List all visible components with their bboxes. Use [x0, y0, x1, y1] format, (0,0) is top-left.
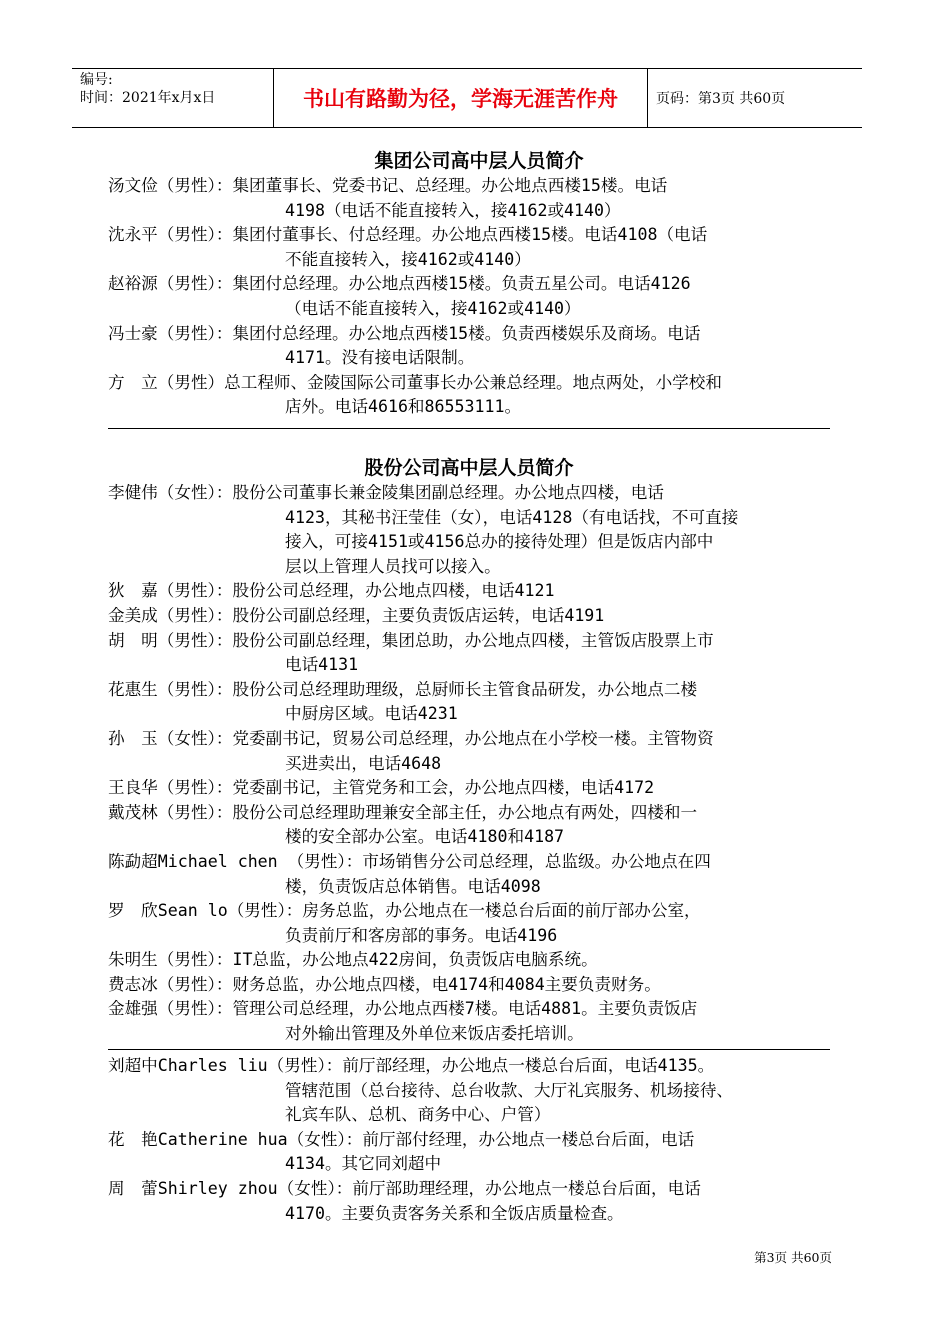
- person-entry-line: 王良华（男性）：党委副书记，主管党务和工会，办公地点四楼，电话4172: [108, 778, 655, 798]
- person-entry-continuation: 对外输出管理及外单位来饭店委托培训。: [285, 1024, 584, 1044]
- person-entry-continuation: 电话4131: [285, 655, 359, 675]
- person-entry-continuation: 层以上管理人员找可以接入。: [285, 556, 501, 576]
- section-divider-2: [108, 1049, 830, 1050]
- person-entry-continuation: 楼，负责饭店总体销售。电话4098: [285, 876, 541, 896]
- person-entry-continuation: 不能直接转入，接4162或4140）: [285, 249, 531, 269]
- person-entry-continuation: 管辖范围（总台接待、总台收款、大厅礼宾服务、机场接待、: [285, 1080, 734, 1100]
- person-entry-line: 陈勐超Michael chen （男性）：市场销售分公司总经理，总监级。办公地点在四: [108, 851, 711, 871]
- person-entry-line: 汤文俭（男性）：集团董事长、党委书记、总经理。办公地点西楼15楼。电话: [108, 176, 668, 195]
- person-entry-line: 金美成（男性）：股份公司副总经理，主要负责饭店运转，电话4191: [108, 605, 605, 625]
- person-entry: [108, 850, 830, 899]
- person-entry-line: 胡 明（男性）：股份公司副总经理，集团总助，办公地点四楼，主管饭店股票上市: [108, 630, 714, 650]
- person-entry: [108, 629, 830, 678]
- person-entry-line: 花惠生（男性）：股份公司总经理助理级，总厨师长主管食品研发，办公地点二楼: [108, 679, 698, 699]
- number-label: 编号:: [80, 72, 113, 88]
- person-entry: [108, 223, 830, 272]
- person-entry: [108, 727, 830, 776]
- person-entry: [108, 899, 830, 948]
- person-entry-line: 周 蕾Shirley zhou（女性）：前厅部助理经理，办公地点一楼总台后面，电话: [108, 1178, 701, 1198]
- person-entry-line: 孙 玉（女性）：党委副书记，贸易公司总经理，办公地点在小学校一楼。主管物资: [108, 728, 714, 748]
- person-entry-continuation: 负责前厅和客房部的事务。电话4196: [285, 925, 558, 945]
- person-entry: [108, 973, 830, 998]
- header-meta: [72, 69, 274, 127]
- person-entry-continuation: 4123，其秘书汪莹佳（女），电话4128（有电话找，不可直接: [285, 507, 739, 527]
- person-entry-continuation: 4198（电话不能直接转入，接4162或4140）: [285, 200, 621, 220]
- person-entry-line: 冯士豪（男性）：集团付总经理。办公地点西楼15楼。负责西楼娱乐及商场。电话: [108, 323, 701, 343]
- person-entry: [108, 1128, 830, 1177]
- person-entry: [108, 678, 830, 727]
- person-entry-continuation: 买进卖出，电话4648: [285, 753, 442, 773]
- person-entry: [108, 371, 830, 420]
- person-entry: [108, 174, 830, 223]
- section-divider: [108, 428, 830, 429]
- person-entry-continuation: 店外。电话4616和86553111。: [285, 397, 522, 417]
- document-body-3: [108, 1054, 830, 1226]
- person-entry-line: 戴茂林（男性）：股份公司总经理助理兼安全部主任，办公地点有两处，四楼和一: [108, 802, 698, 822]
- person-entry-continuation: 接入，可接4151或4156总办的接待处理）但是饭店内部中: [285, 532, 714, 552]
- person-entry-line: 费志冰（男性）：财务总监，办公地点四楼，电4174和4084主要负责财务。: [108, 974, 661, 994]
- person-entry-line: 赵裕源（男性）：集团付总经理。办公地点西楼15楼。负责五星公司。电话4126: [108, 274, 691, 294]
- person-entry-line: 朱明生（男性）：IT总监，办公地点422房间，负责饭店电脑系统。: [108, 950, 598, 970]
- person-entry-line: 狄 嘉（男性）：股份公司总经理，办公地点四楼，电话4121: [108, 581, 555, 601]
- person-entry: [108, 272, 830, 321]
- section2-list: [108, 481, 830, 1047]
- document-body: [108, 148, 830, 420]
- document-body-2: [108, 455, 830, 1047]
- person-entry-continuation: 4171。没有接电话限制。: [285, 348, 475, 368]
- header-page-label: 页码：第3页 共60页: [656, 91, 786, 107]
- person-entry-line: 金雄强（男性）：管理公司总经理，办公地点西楼7楼。电话4881。主要负责饭店: [108, 999, 698, 1019]
- person-entry: [108, 776, 830, 801]
- person-entry: [108, 1054, 830, 1128]
- person-entry: [108, 997, 830, 1046]
- section2-title: 股份公司高中层人员简介: [364, 457, 574, 479]
- section1-title: 集团公司高中层人员简介: [374, 150, 584, 172]
- person-entry-line: 沈永平（男性）：集团付董事长、付总经理。办公地点西楼15楼。电话4108（电话: [108, 225, 708, 245]
- person-entry-continuation: （电话不能直接转入，接4162或4140）: [285, 298, 581, 318]
- person-entry: [108, 948, 830, 973]
- page-footer: 第3页 共60页: [754, 1250, 832, 1265]
- section1-list: [108, 174, 830, 420]
- person-entry: [108, 579, 830, 604]
- person-entry: [108, 322, 830, 371]
- person-entry-line: 李健伟（女性）：股份公司董事长兼金陵集团副总经理。办公地点四楼，电话: [108, 483, 664, 502]
- person-entry-line: 刘超中Charles liu（男性）：前厅部经理，办公地点一楼总台后面，电话4135。: [108, 1056, 715, 1075]
- person-entry: [108, 1177, 830, 1226]
- person-entry-line: 花 艳Catherine hua（女性）：前厅部付经理，办公地点一楼总台后面，电话: [108, 1129, 695, 1149]
- page-header: [72, 68, 862, 128]
- person-entry-continuation: 楼的安全部办公室。电话4180和4187: [285, 827, 565, 847]
- person-entry-continuation: 礼宾车队、总机、商务中心、户管）: [285, 1105, 551, 1125]
- person-entry-line: 方 立（男性）总工程师、金陵国际公司董事长办公兼总经理。地点两处，小学校和: [108, 372, 722, 392]
- person-entry-continuation: 中厨房区域。电话4231: [285, 704, 458, 724]
- header-motto: 书山有路勤为径，学海无涯苦作舟: [274, 69, 648, 127]
- person-entry-line: 罗 欣Sean lo（男性）：房务总监，办公地点在一楼总台后面的前厅部办公室，: [108, 901, 701, 921]
- person-entry-continuation: 4170。主要负责客务关系和全饭店质量检查。: [285, 1203, 624, 1223]
- person-entry: [108, 801, 830, 850]
- person-entry-continuation: 4134。其它同刘超中: [285, 1154, 442, 1174]
- time-label: 时间：2021年x月x日: [80, 90, 216, 106]
- section3-list: [108, 1054, 830, 1226]
- person-entry: [108, 481, 830, 579]
- person-entry: [108, 604, 830, 629]
